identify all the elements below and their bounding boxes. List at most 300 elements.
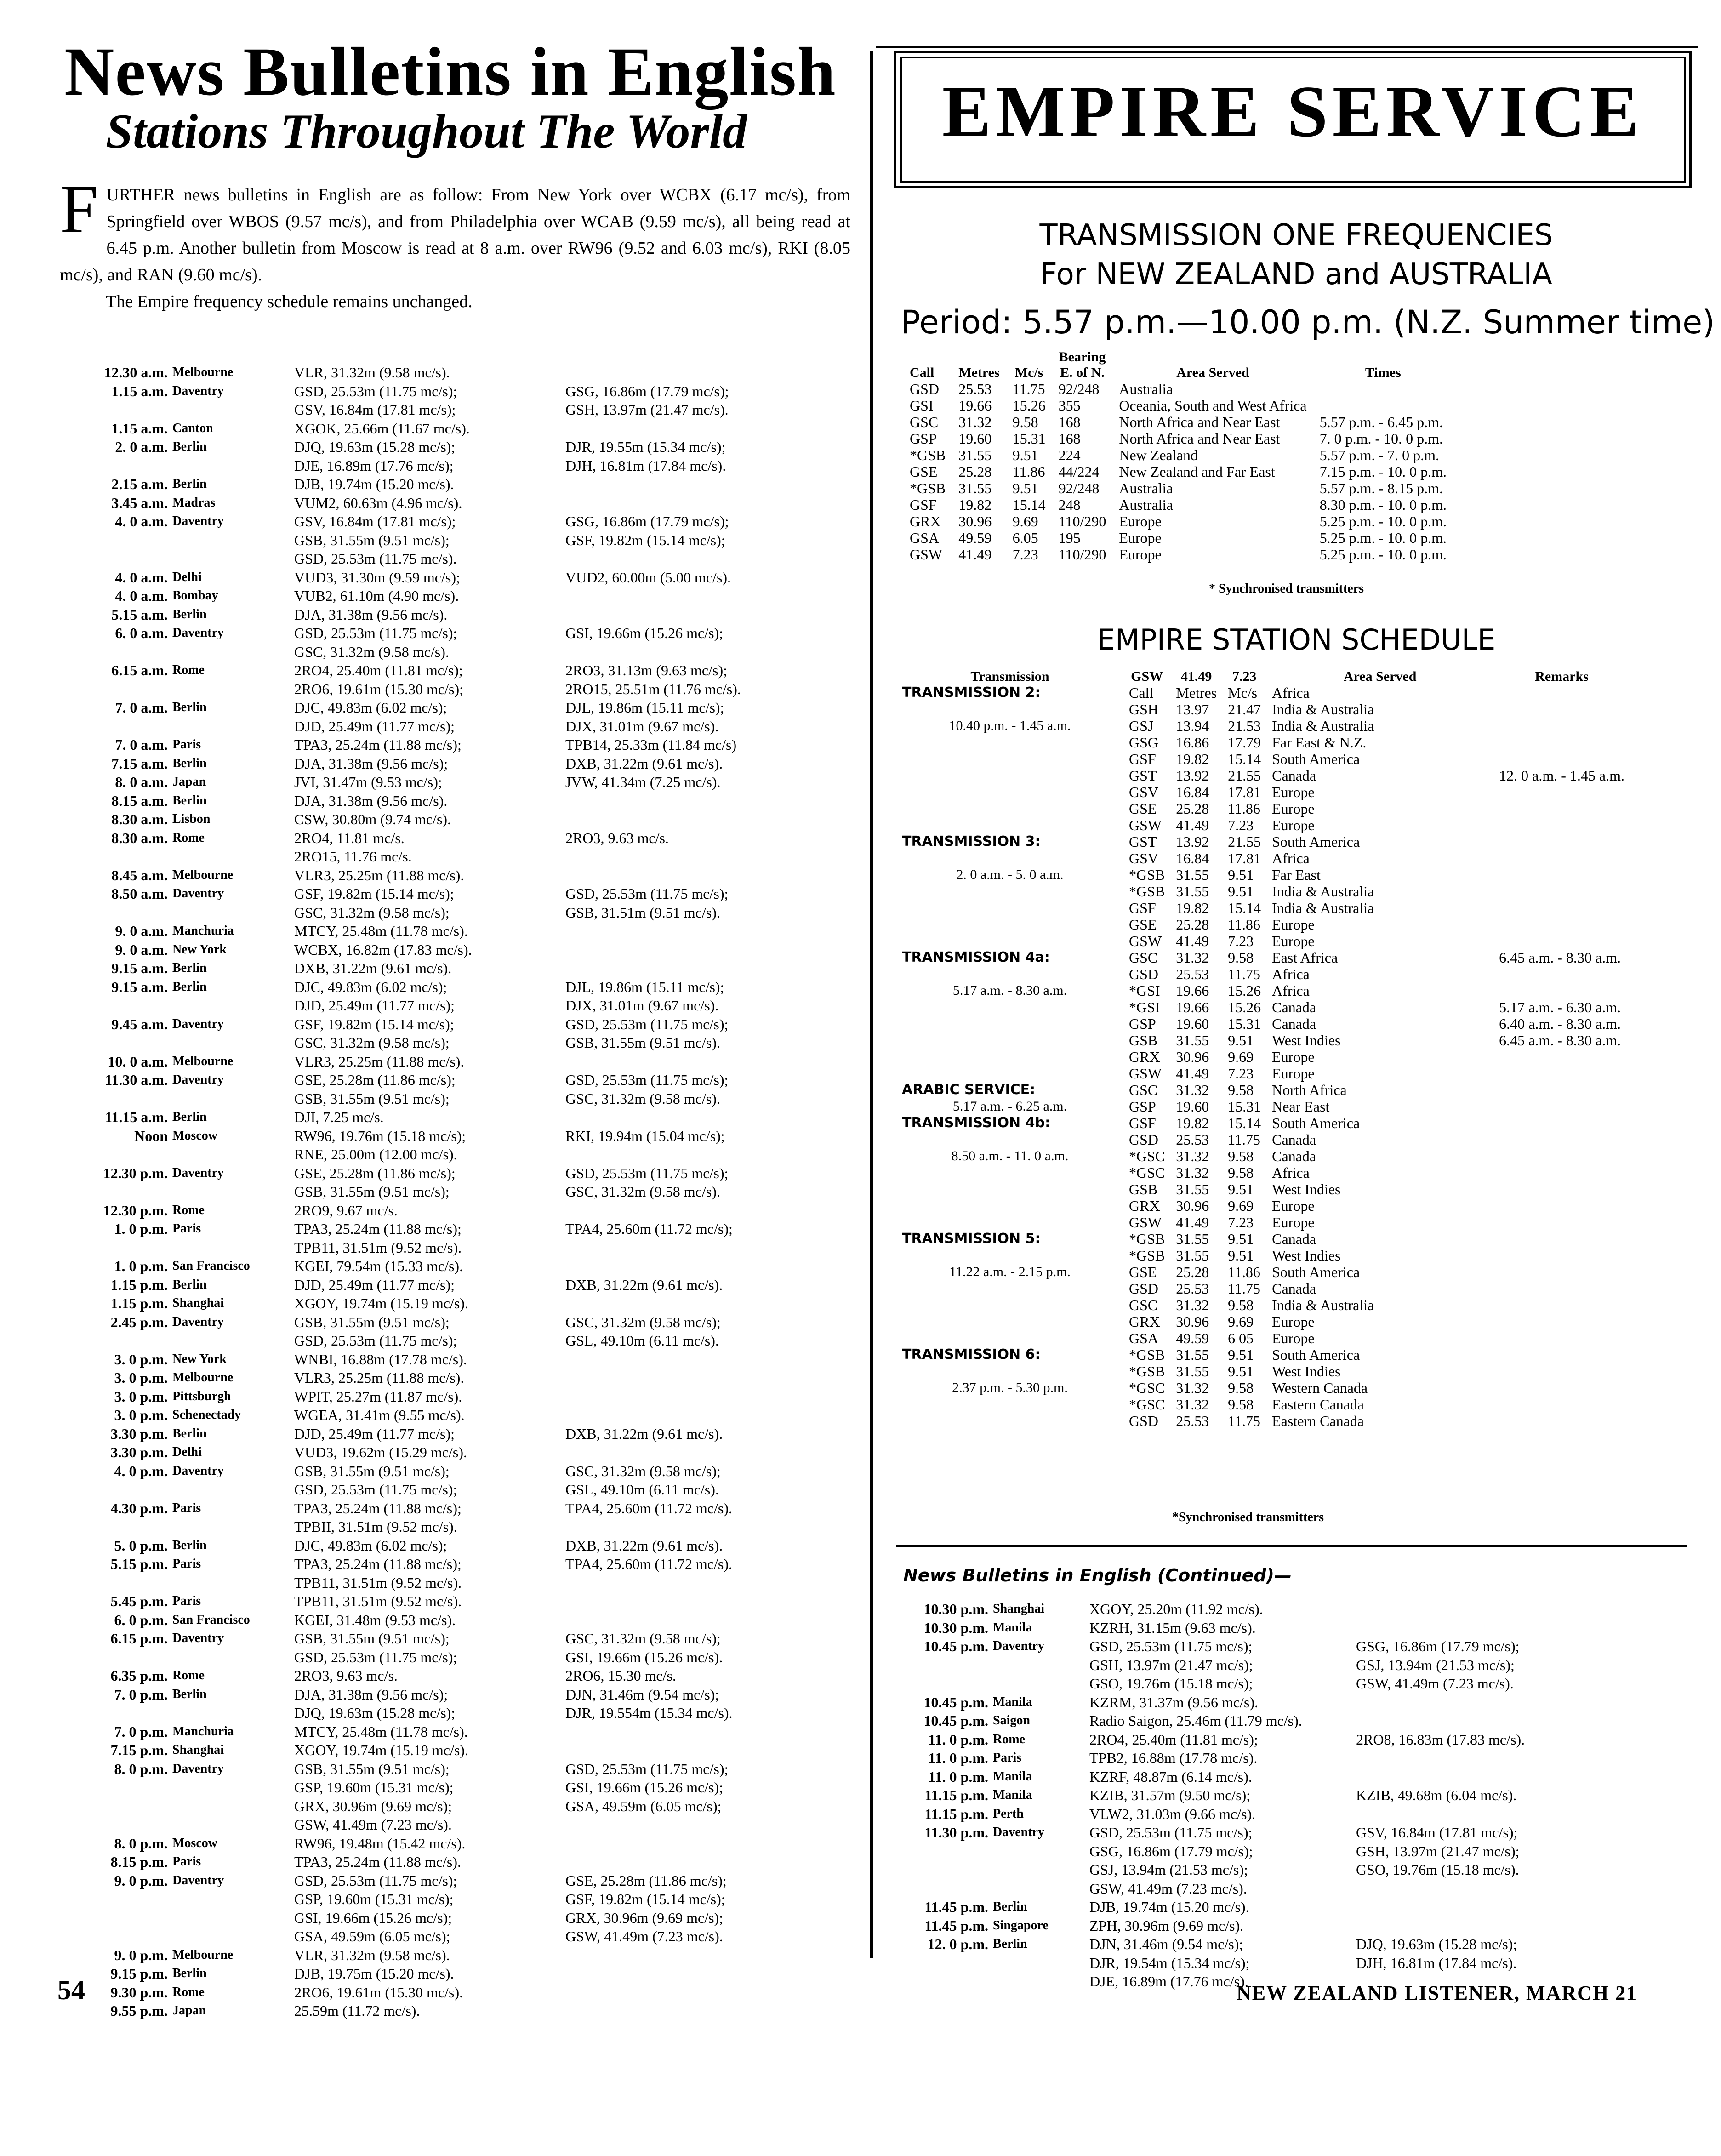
continued-bulletin-row	[908, 1823, 1698, 1842]
bulletin-row	[69, 1257, 869, 1276]
bulletin-place	[993, 1656, 1089, 1675]
bulletin-row	[69, 847, 869, 866]
freq-row-call: *GSB	[910, 480, 946, 496]
station-freq-2	[565, 475, 841, 494]
schedule-row	[896, 916, 1630, 933]
page-title: News Bulletins in English	[64, 34, 837, 110]
continued-schedule	[908, 1600, 1698, 1991]
bulletin-time: 3.30 p.m.	[110, 1444, 168, 1460]
schedule-row	[896, 1380, 1630, 1396]
schedule-mcs: 9.69	[1228, 1049, 1254, 1065]
freq-row-area: New Zealand	[1119, 447, 1198, 463]
schedule-remarks	[1493, 982, 1630, 999]
station-freq-2	[1356, 1805, 1632, 1824]
station-freq-1: DJA, 31.38m (9.56 mc/s).	[294, 606, 448, 623]
schedule-area: Far East & N.Z.	[1272, 734, 1367, 751]
bulletin-time: 5.15 a.m.	[111, 606, 168, 623]
bulletin-time	[69, 1648, 172, 1667]
station-freq-2: 2RO6, 15.30 mc/s.	[565, 1667, 676, 1684]
bulletin-time	[69, 1517, 172, 1536]
schedule-mcs: 15.26	[1228, 982, 1261, 999]
col-gsw: GSW	[1131, 669, 1163, 684]
station-freq-1: ZPH, 30.96m (9.69 mc/s).	[1089, 1917, 1244, 1934]
schedule-tx	[896, 734, 1123, 751]
bulletin-place: Berlin	[172, 700, 207, 714]
station-freq-2: DJH, 16.81m (17.84 mc/s).	[565, 457, 726, 474]
schedule-call: GSF	[1129, 1115, 1156, 1131]
freq-row-times: 5.57 p.m. - 6.45 p.m.	[1319, 414, 1443, 430]
schedule-area: Western Canada	[1272, 1380, 1368, 1396]
bulletin-place	[172, 400, 294, 419]
bulletin-row	[69, 922, 869, 941]
schedule-metres: 31.55	[1176, 1346, 1209, 1363]
schedule-mcs: 9.58	[1228, 949, 1254, 966]
bulletin-time: 5.45 p.m.	[110, 1593, 168, 1609]
bulletin-time	[69, 847, 172, 866]
bulletin-time: 9. 0 p.m.	[114, 1946, 168, 1963]
station-freq-2: TPA4, 25.60m (11.72 mc/s);	[565, 1221, 733, 1237]
station-schedule-table	[896, 669, 1630, 1429]
freq-row	[903, 430, 1453, 447]
bulletin-place	[993, 1860, 1089, 1879]
bulletin-place: Berlin	[993, 1937, 1027, 1951]
bulletin-row	[69, 717, 869, 736]
station-freq-2	[565, 866, 841, 885]
schedule-tx: 5.17 a.m. - 8.30 a.m.	[952, 983, 1067, 998]
bulletin-time: 2.45 p.m.	[110, 1313, 168, 1330]
bulletin-place	[172, 1909, 294, 1928]
schedule-remarks	[1493, 817, 1630, 833]
bulletin-time: 9.15 a.m.	[111, 960, 168, 976]
schedule-area: North Africa	[1272, 1082, 1347, 1098]
schedule-area: Africa	[1272, 982, 1310, 999]
continued-bulletin-row	[908, 1768, 1698, 1786]
schedule-call: GRX	[1129, 1313, 1160, 1330]
freq-row-area: North Africa and Near East	[1119, 430, 1280, 447]
schedule-area: Europe	[1272, 1198, 1315, 1214]
continued-bulletin-row	[908, 1619, 1698, 1637]
bulletin-time: 8.30 a.m.	[111, 829, 168, 846]
station-freq-2: 2RO3, 31.13m (9.63 mc/s);	[565, 662, 727, 679]
schedule-remarks	[1493, 1198, 1630, 1214]
continued-bulletin-row	[908, 1786, 1698, 1805]
bulletin-time: 7. 0 a.m.	[115, 736, 168, 753]
station-freq-1: DJB, 19.74m (15.20 mc/s).	[1089, 1899, 1249, 1915]
station-freq-2	[565, 549, 841, 568]
bulletin-place: Melbourne	[172, 365, 234, 379]
schedule-tx	[896, 1297, 1123, 1313]
bulletin-row	[69, 1220, 869, 1238]
transmission-one-period: Period: 5.57 p.m.—10.00 p.m. (N.Z. Summer time)	[901, 303, 1715, 341]
freq-row-bearing: 168	[1058, 430, 1081, 447]
top-rule	[876, 46, 1698, 48]
station-freq-2	[565, 1350, 841, 1369]
bulletin-place: Singapore	[993, 1918, 1049, 1933]
bulletin-place: Daventry	[172, 1761, 224, 1776]
schedule-row	[896, 982, 1630, 999]
bulletin-place: Berlin	[172, 979, 207, 994]
bulletin-time	[69, 643, 172, 662]
station-freq-1: VLR3, 25.25m (11.88 mc/s).	[294, 1053, 464, 1070]
freq-row	[903, 463, 1453, 480]
station-freq-1: TPBII, 31.51m (9.52 mc/s).	[294, 1518, 457, 1535]
freq-row-metres: 19.60	[958, 430, 992, 447]
schedule-tx	[896, 1131, 1123, 1148]
station-freq-2	[1356, 1619, 1632, 1637]
bulletin-row	[69, 1741, 869, 1760]
schedule-tx	[896, 900, 1123, 916]
freq-row-metres: 19.82	[958, 496, 992, 513]
schedule-remarks	[1493, 1264, 1630, 1280]
bulletin-time: 4.30 p.m.	[110, 1500, 168, 1517]
station-freq-1: KZRH, 31.15m (9.63 mc/s).	[1089, 1619, 1256, 1636]
bulletin-place: Rome	[172, 1668, 205, 1683]
station-freq-2	[565, 587, 841, 605]
schedule-mcs: 9.58	[1228, 1148, 1254, 1164]
schedule-remarks	[1493, 684, 1630, 701]
station-freq-2	[565, 1108, 841, 1127]
bulletin-place	[993, 1879, 1089, 1898]
station-freq-1: WGEA, 31.41m (9.55 mc/s).	[294, 1407, 465, 1423]
freq-row-times: 5.57 p.m. - 7. 0 p.m.	[1319, 447, 1440, 463]
bulletin-time	[69, 1815, 172, 1834]
station-freq-1: VLR, 31.32m (9.58 mc/s).	[294, 364, 450, 381]
schedule-call: GSW	[1129, 1214, 1162, 1231]
station-freq-2	[565, 959, 841, 978]
continued-bulletin-row	[908, 1842, 1698, 1861]
station-freq-1: GSA, 49.59m (6.05 mc/s);	[294, 1928, 450, 1945]
schedule-tx	[896, 1396, 1123, 1413]
bulletin-row	[69, 1555, 869, 1574]
bulletin-place: Paris	[172, 1221, 201, 1236]
bulletin-place: Paris	[993, 1751, 1022, 1765]
bulletin-time: 4. 0 a.m.	[115, 587, 168, 604]
station-freq-1: GSD, 25.53m (11.75 mc/s);	[294, 1481, 457, 1498]
bulletin-place: Japan	[172, 775, 206, 789]
schedule-metres: 19.82	[1176, 751, 1209, 767]
station-freq-1: XGOY, 19.74m (15.19 mc/s).	[294, 1742, 468, 1758]
station-freq-1: KGEI, 31.48m (9.53 mc/s).	[294, 1611, 456, 1628]
schedule-row	[896, 933, 1630, 949]
station-freq-1: VUB2, 61.10m (4.90 mc/s).	[294, 587, 459, 604]
bulletin-row	[69, 549, 869, 568]
bulletin-row	[69, 1089, 869, 1108]
station-freq-1: DJR, 19.54m (15.34 mc/s);	[1089, 1954, 1250, 1971]
bulletin-time: 2.15 a.m.	[111, 476, 168, 492]
schedule-tx	[896, 701, 1123, 718]
bulletin-row	[69, 1164, 869, 1183]
station-freq-1: GSD, 25.53m (11.75 mc/s);	[1089, 1824, 1253, 1841]
bulletin-row	[69, 1629, 869, 1648]
station-freq-2: DJQ, 19.63m (15.28 mc/s);	[1356, 1936, 1517, 1952]
freq-row	[903, 513, 1453, 530]
bulletin-row	[69, 1313, 869, 1332]
schedule-tx: 8.50 a.m. - 11. 0 a.m.	[951, 1148, 1069, 1164]
station-freq-1: DJA, 31.38m (9.56 mc/s);	[294, 1686, 448, 1703]
bulletin-row	[69, 1983, 869, 2002]
schedule-metres: 16.84	[1176, 850, 1209, 867]
bulletin-place: Rome	[172, 1985, 205, 1999]
schedule-area: Canada	[1272, 1131, 1316, 1148]
schedule-call: GSP	[1129, 1015, 1156, 1032]
bulletin-row	[69, 1778, 869, 1797]
schedule-area: Far East	[1272, 867, 1321, 883]
station-freq-1: GSE, 25.28m (11.86 mc/s);	[294, 1164, 456, 1181]
schedule-row	[896, 1164, 1630, 1181]
schedule-row	[896, 817, 1630, 833]
schedule-remarks	[1493, 1313, 1630, 1330]
station-freq-2: GSI, 19.66m (15.26 mc/s).	[565, 1648, 723, 1665]
schedule-call: *GSC	[1129, 1148, 1165, 1164]
schedule-metres: 31.32	[1176, 1148, 1209, 1164]
schedule-row	[896, 1363, 1630, 1380]
bulletin-row	[69, 773, 869, 792]
freq-row-bearing: 168	[1058, 414, 1081, 430]
bulletin-time: 10. 0 a.m.	[108, 1053, 168, 1070]
schedule-metres: 30.96	[1176, 1313, 1209, 1330]
schedule-remarks	[1493, 833, 1630, 850]
bulletin-row	[69, 959, 869, 978]
bulletin-place: Berlin	[993, 1899, 1027, 1914]
bulletin-place: Schenectady	[172, 1408, 241, 1422]
station-freq-1: KZRM, 31.37m (9.56 mc/s).	[1089, 1694, 1259, 1711]
schedule-metres: 13.94	[1176, 718, 1209, 734]
bulletin-time: 1. 0 p.m.	[114, 1258, 168, 1274]
bulletin-row	[69, 1890, 869, 1909]
schedule-mcs: 9.69	[1228, 1313, 1254, 1330]
schedule-call: GSB	[1129, 1032, 1158, 1049]
station-freq-1: DJD, 25.49m (11.77 mc/s);	[294, 1276, 455, 1293]
freq-row-area: Australia	[1119, 381, 1173, 397]
freq-row-times	[1313, 381, 1453, 397]
station-freq-2: GSW, 41.49m (7.23 mc/s).	[1356, 1675, 1514, 1692]
freq-row-metres: 41.49	[958, 546, 992, 563]
schedule-metres: 31.55	[1176, 1181, 1209, 1198]
station-freq-2	[565, 1946, 841, 1965]
bulletin-time	[69, 996, 172, 1015]
bulletin-time	[69, 456, 172, 475]
schedule-call: GSG	[1129, 734, 1159, 751]
schedule-area: Canada	[1272, 999, 1316, 1015]
station-freq-2	[565, 1145, 841, 1164]
bulletin-place: Daventry	[172, 1314, 224, 1329]
freq-row	[903, 496, 1453, 513]
station-freq-2: 2RO3, 9.63 mc/s.	[565, 829, 669, 846]
bulletin-row	[69, 1182, 869, 1201]
bulletin-time: 3.30 p.m.	[110, 1425, 168, 1442]
station-freq-1: TPA3, 25.24m (11.88 mc/s).	[294, 1854, 461, 1870]
station-freq-2	[1356, 1693, 1632, 1712]
schedule-mcs: 11.86	[1228, 916, 1260, 933]
bulletin-place: Melbourne	[172, 1054, 234, 1068]
station-freq-1: GSD, 25.53m (11.75 mc/s);	[1089, 1638, 1253, 1654]
schedule-mcs: 9.51	[1228, 867, 1254, 883]
bulletin-place	[172, 1145, 294, 1164]
station-freq-2: GSG, 16.86m (17.79 mc/s);	[565, 382, 729, 399]
schedule-area: West Indies	[1272, 1181, 1341, 1198]
bulletin-row	[69, 829, 869, 848]
bulletin-row	[69, 1927, 869, 1946]
bulletin-schedule	[69, 363, 869, 2020]
schedule-mcs: 9.51	[1228, 1231, 1254, 1247]
schedule-remarks	[1493, 1115, 1630, 1131]
bulletin-time	[69, 1182, 172, 1201]
schedule-remarks	[1493, 850, 1630, 867]
station-freq-1: 2RO4, 25.40m (11.81 mc/s);	[294, 662, 463, 679]
bulletin-place: Berlin	[172, 439, 207, 454]
station-freq-2	[1356, 1879, 1632, 1898]
schedule-remarks	[1493, 1214, 1630, 1231]
bulletin-time	[69, 1033, 172, 1052]
schedule-row	[896, 850, 1630, 867]
bulletin-place	[172, 1890, 294, 1909]
station-freq-2	[1356, 1898, 1632, 1916]
schedule-tx: 10.40 p.m. - 1.45 a.m.	[949, 718, 1071, 733]
schedule-area: Europe	[1272, 1065, 1315, 1082]
bulletin-row	[69, 1201, 869, 1220]
station-freq-1: GSW, 41.49m (7.23 mc/s).	[294, 1816, 452, 1833]
schedule-metres: 31.32	[1176, 1082, 1209, 1098]
station-freq-2: DJR, 19.55m (15.34 mc/s);	[565, 439, 726, 455]
schedule-call: GSD	[1129, 966, 1159, 982]
schedule-row	[896, 1049, 1630, 1065]
freq-row-times: 5.57 p.m. - 8.15 p.m.	[1319, 480, 1443, 496]
schedule-row	[896, 1181, 1630, 1198]
freq-row-bearing: 44/224	[1058, 463, 1100, 480]
schedule-area: West Indies	[1272, 1363, 1341, 1380]
station-freq-1: TPA3, 25.24m (11.88 mc/s);	[294, 1500, 462, 1517]
schedule-remarks	[1493, 1049, 1630, 1065]
bulletin-time: 11. 0 p.m.	[928, 1768, 988, 1785]
intro-note: The Empire frequency schedule remains unchanged.	[106, 292, 473, 311]
station-freq-1: TPA3, 25.24m (11.88 mc/s);	[294, 1221, 462, 1237]
schedule-tx: 5.17 a.m. - 6.25 a.m.	[952, 1099, 1067, 1114]
station-freq-1: DJD, 25.49m (11.77 mc/s);	[294, 997, 455, 1014]
station-freq-2: GSD, 25.53m (11.75 mc/s);	[565, 1072, 729, 1088]
freq-row-metres: 25.53	[958, 381, 992, 397]
bulletin-place: Paris	[172, 1854, 201, 1869]
schedule-mcs: 9.51	[1228, 1247, 1254, 1264]
schedule-mcs: 15.26	[1228, 999, 1261, 1015]
freq-row-call: GSP	[910, 430, 937, 447]
schedule-tx	[896, 883, 1123, 900]
station-freq-2	[565, 1574, 841, 1592]
schedule-metres: 41.49	[1176, 1214, 1209, 1231]
bulletin-place: Daventry	[993, 1825, 1044, 1839]
bulletin-place: Daventry	[172, 1631, 224, 1645]
station-freq-2: GSE, 25.28m (11.86 mc/s);	[565, 1872, 727, 1889]
bulletin-place: Saigon	[993, 1713, 1030, 1728]
bulletin-time: 4. 0 a.m.	[115, 513, 168, 530]
freq-row-metres: 31.55	[958, 447, 992, 463]
bulletin-place	[172, 903, 294, 922]
schedule-metres: 31.55	[1176, 1363, 1209, 1380]
bulletin-place: Shanghai	[172, 1296, 224, 1310]
schedule-tx	[896, 1065, 1123, 1082]
bulletin-row	[69, 1666, 869, 1685]
bulletin-row	[69, 1704, 869, 1723]
schedule-tx	[896, 1181, 1123, 1198]
bulletin-row	[69, 363, 869, 382]
bulletin-time: 5. 0 p.m.	[114, 1537, 168, 1554]
station-freq-1: GSF, 19.82m (15.14 mc/s);	[294, 1015, 454, 1032]
schedule-area: Europe	[1272, 1049, 1315, 1065]
bulletin-time: 7. 0 p.m.	[114, 1723, 168, 1740]
bulletin-place	[172, 531, 294, 550]
schedule-area: Europe	[1272, 1330, 1315, 1346]
station-freq-1: VUM2, 60.63m (4.96 mc/s).	[294, 494, 462, 511]
bulletin-place: Manila	[993, 1788, 1032, 1802]
station-freq-2	[565, 1853, 841, 1871]
freq-row-metres: 25.28	[958, 463, 992, 480]
bulletin-place: Paris	[172, 1557, 201, 1571]
freq-row-mcs: 9.51	[1012, 480, 1038, 496]
station-freq-1: KZIB, 31.57m (9.50 mc/s);	[1089, 1787, 1251, 1803]
col-bearing-line1: Bearing	[1059, 349, 1106, 365]
station-freq-1: 25.59m (11.72 mc/s).	[294, 2002, 420, 2019]
schedule-tx	[896, 767, 1123, 784]
schedule-mcs: 9.51	[1228, 1363, 1254, 1380]
station-freq-1: TPB11, 31.51m (9.52 mc/s).	[294, 1593, 462, 1609]
schedule-row	[896, 1247, 1630, 1264]
station-freq-2: DJX, 31.01m (9.67 mc/s).	[565, 718, 719, 735]
station-freq-1: GSD, 25.53m (11.75 mc/s);	[294, 1648, 457, 1665]
bulletin-place	[172, 1648, 294, 1667]
col-bearing-line2: E. of N.	[1060, 365, 1105, 380]
schedule-call: *GSB	[1129, 1247, 1165, 1264]
col-mcs: Mc/s	[1014, 365, 1043, 380]
freq-row-mcs: 15.26	[1012, 397, 1046, 414]
bulletin-row	[69, 978, 869, 997]
bulletin-row	[69, 1331, 869, 1350]
schedule-call: GSC	[1129, 1082, 1158, 1098]
bulletin-place: Rome	[172, 663, 205, 677]
bulletin-place: Paris	[172, 1594, 201, 1608]
schedule-row	[896, 1313, 1630, 1330]
schedule-mcs: 17.81	[1228, 784, 1261, 800]
freq-row-area: Australia	[1119, 496, 1173, 513]
bulletin-time: 4. 0 a.m.	[115, 569, 168, 586]
station-freq-2: DJX, 31.01m (9.67 mc/s).	[565, 997, 719, 1014]
station-freq-1: GSJ, 13.94m (21.53 mc/s);	[1089, 1861, 1248, 1878]
bulletin-row	[69, 884, 869, 903]
col-gsw-metres: 41.49	[1180, 669, 1212, 684]
bulletin-row	[69, 1517, 869, 1536]
bulletin-row	[69, 1760, 869, 1779]
schedule-metres: 13.97	[1176, 701, 1209, 718]
schedule-mcs: 9.51	[1228, 1032, 1254, 1049]
schedule-mcs: 15.31	[1228, 1098, 1261, 1115]
station-freq-1: GSV, 16.84m (17.81 mc/s);	[294, 513, 456, 530]
station-freq-2	[565, 643, 841, 662]
bulletin-place	[172, 1517, 294, 1536]
bulletin-place	[172, 549, 294, 568]
station-freq-1: GSD, 25.53m (11.75 mc/s);	[294, 382, 457, 399]
bulletin-place: Manila	[993, 1694, 1032, 1709]
freq-row	[903, 546, 1453, 563]
bulletin-place: Delhi	[172, 1445, 202, 1459]
bulletin-row	[69, 1946, 869, 1965]
schedule-metres: 19.60	[1176, 1015, 1209, 1032]
schedule-tx	[896, 1247, 1123, 1264]
schedule-call: *GSB	[1129, 1231, 1165, 1247]
station-freq-2	[565, 1611, 841, 1630]
bulletin-place: Madras	[172, 495, 216, 510]
bulletin-row	[69, 624, 869, 643]
schedule-row	[896, 1264, 1630, 1280]
bulletin-row	[69, 2002, 869, 2020]
bulletin-place: San Francisco	[172, 1259, 250, 1273]
